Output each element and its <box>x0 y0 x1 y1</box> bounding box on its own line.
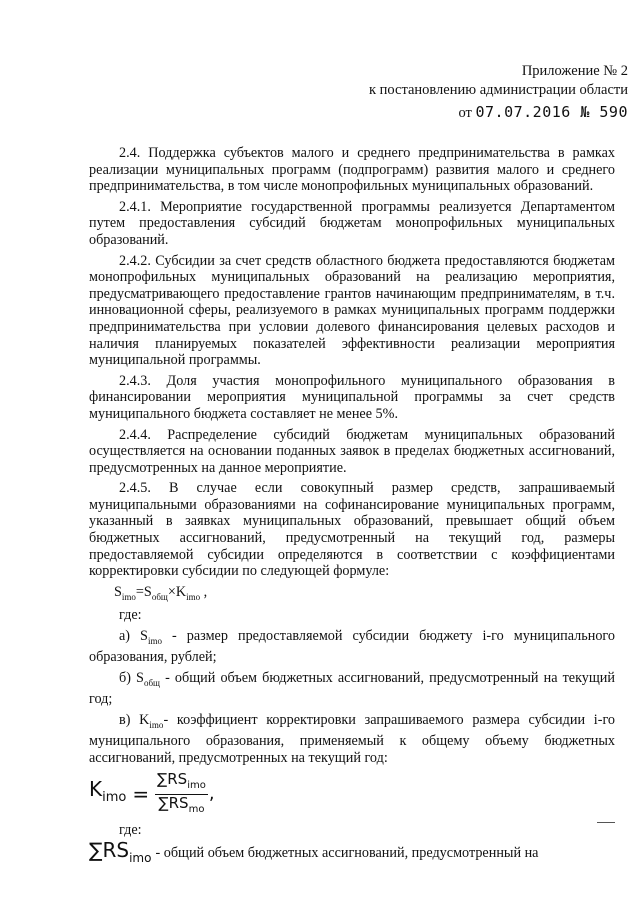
definition-a: а) $S_{imo}$ - размер предоставляемой субсидии бюджету i-го муниципального образования, рублей; <box>89 627 615 666</box>
appendix-number: Приложение № 2 <box>521 63 628 79</box>
coefficient-formula: $K_{imo}$ = $\frac{\sum RS_{imo}}{\sum RS_{mo}}$ , <box>89 771 615 818</box>
appendix-header <box>369 62 628 123</box>
coefficient-fraction: $\frac{\sum RS_{imo}}{\sum RS_{mo}}$ <box>157 769 206 815</box>
handwritten-date-number: 07.07.2016 № 590 <box>475 103 628 121</box>
definition-c: в) $K_{imo}-$ коэффициент корректировки запрашиваемого размера субсидии i-го муниципального образования, применяемый к общему объему бюджетных ассигнований, предусмотренных на текущий год: <box>89 711 616 766</box>
paragraph-2-4-4: 2.4.4. Распределение субсидий бюджетам муниципальных образований осуществляется на основании поданных заявок в пределах бюджетных ассигнований, предусмотренных на данное мероприятие. <box>89 426 615 476</box>
subsidy-formula: $S_{imo}=S_{общ}\times K_{imo}$ , <box>114 583 208 602</box>
where-row-2 <box>89 822 615 839</box>
paragraph-2-4-1: 2.4.1. Мероприятие государственной программы реализуется Департаментом путем предоставления субсидий бюджетам монопрофильных муниципальных образований. <box>89 198 615 248</box>
paragraph-2-4-5: 2.4.5. В случае если совокупный размер средств, запрашиваемый муниципальными образованиями на софинансирование муниципальных программ, указанный в заявках муниципальных образований, превышает общий объем бюджетных ассигнований, предусмотренный на текущий год, размеры предоставляемой субсидии определяются в соответствии с коэффициентами корректировки субсидии по следующей формуле: <box>89 480 615 580</box>
appendix-resolution-ref: к постановлению администрации области <box>368 82 628 98</box>
definition-sum-rs: $\sum RS_{imo}$ - общий объем бюджетных ассигнований, предусмотренный на <box>89 838 539 866</box>
paragraph-2-4-3: 2.4.3. Доля участия монопрофильного муниципального образования в финансировании мероприятия муниципальной программы за счет средств муниципального бюджета составляет не менее 5%. <box>89 372 615 422</box>
appendix-date-line <box>369 103 628 123</box>
where-label-2: где: <box>119 821 142 838</box>
where-label-1: где: <box>119 607 142 624</box>
document-body <box>89 145 615 867</box>
definition-b: б) $S_{общ}$ - общий объем бюджетных ассигнований, предусмотренный на текущий год; <box>89 669 615 708</box>
paragraph-2-4: 2.4. Поддержка субъектов малого и среднего предпринимательства в рамках реализации муниципальных программ (подпрограмм) развития малого и среднего предпринимательства, в том числе монопрофильных муниципальных образований. <box>89 145 615 195</box>
paragraph-2-4-2: 2.4.2. Субсидии за счет средств областного бюджета предоставляются бюджетам монопрофильных муниципальных образований на реализацию мероприятия, предусматривающего предоставление грантов начинающим предпринимателям, в т.ч. инновационной сферы, реализуемого в рамках муниципальных программ поддержки предпринимательства при условии долевого финансирования целевых расходов и наличия планируемых показателей эффективности реализации мероприятия муниципальной программы. <box>89 252 615 369</box>
date-prefix: от <box>458 105 472 121</box>
margin-dash <box>597 822 615 823</box>
